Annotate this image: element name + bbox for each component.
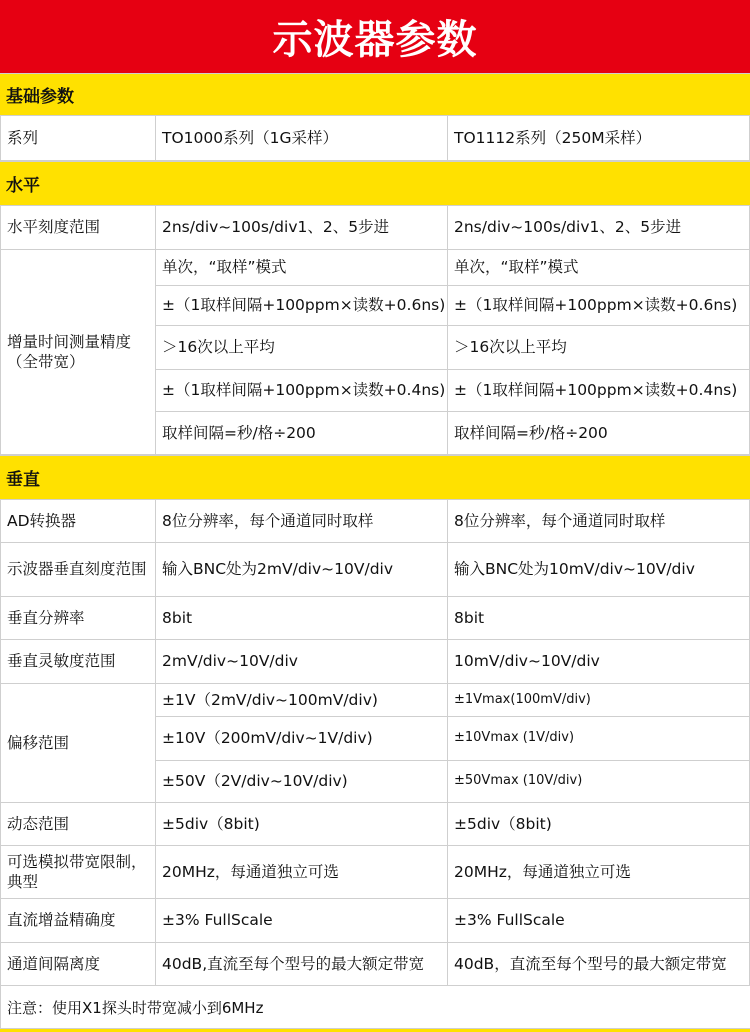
cell-offset-a-2: ±50V（2V/div~10V/div) (156, 761, 448, 803)
cell-h-acc-a-2: ＞16次以上平均 (156, 326, 448, 370)
cell-h-acc-b-1: ±（1取样间隔+100ppm×读数+0.6ns) (448, 286, 750, 326)
row-label-v-scale: 示波器垂直刻度范围 (0, 543, 156, 597)
cell-h-acc-a-1: ±（1取样间隔+100ppm×读数+0.6ns) (156, 286, 448, 326)
cell-v-resolution-a: 8bit (156, 597, 448, 640)
section-horizontal: 水平 (0, 161, 750, 206)
cell-h-acc-a-3: ±（1取样间隔+100ppm×读数+0.4ns) (156, 370, 448, 412)
cell-series-a: TO1000系列（1G采样） (156, 116, 448, 161)
row-label-dc-gain: 直流增益精确度 (0, 899, 156, 943)
cell-bw-limit-a: 20MHz，每通道独立可选 (156, 846, 448, 899)
cell-v-scale-b: 输入BNC处为10mV/div~10V/div (448, 543, 750, 597)
row-label-offset: 偏移范围 (0, 684, 156, 803)
cell-v-sensitivity-b: 10mV/div~10V/div (448, 640, 750, 684)
cell-offset-b-0: ±1Vmax(100mV/div) (448, 684, 750, 717)
cell-dc-gain-b: ±3% FullScale (448, 899, 750, 943)
cell-offset-a-1: ±10V（200mV/div~1V/div) (156, 717, 448, 761)
cell-v-sensitivity-a: 2mV/div~10V/div (156, 640, 448, 684)
cell-h-scale-b: 2ns/div~100s/div1、2、5步进 (448, 206, 750, 250)
cell-isolation-b: 40dB，直流至每个型号的最大额定带宽 (448, 943, 750, 986)
cell-h-acc-b-3: ±（1取样间隔+100ppm×读数+0.4ns) (448, 370, 750, 412)
cell-h-acc-b-2: ＞16次以上平均 (448, 326, 750, 370)
page-title: 示波器参数 (0, 0, 750, 73)
cell-h-scale-a: 2ns/div~100s/div1、2、5步进 (156, 206, 448, 250)
row-label-bw-limit: 可选模拟带宽限制，典型 (0, 846, 156, 899)
cell-series-b: TO1112系列（250M采样） (448, 116, 750, 161)
cell-v-resolution-b: 8bit (448, 597, 750, 640)
cell-v-scale-a: 输入BNC处为2mV/div~10V/div (156, 543, 448, 597)
cell-h-acc-a-4: 取样间隔=秒/格÷200 (156, 412, 448, 455)
cell-ad-b: 8位分辨率，每个通道同时取样 (448, 500, 750, 543)
cell-offset-b-1: ±10Vmax (1V/div) (448, 717, 750, 761)
footnote: 注意：使用X1探头时带宽减小到6MHz (0, 986, 750, 1029)
row-label-ad: AD转换器 (0, 500, 156, 543)
cell-h-acc-a-0: 单次，“取样”模式 (156, 250, 448, 286)
cell-dc-gain-a: ±3% FullScale (156, 899, 448, 943)
row-label-v-resolution: 垂直分辨率 (0, 597, 156, 640)
cell-dynamic-b: ±5div（8bit) (448, 803, 750, 846)
row-label-v-sensitivity: 垂直灵敏度范围 (0, 640, 156, 684)
cell-dynamic-a: ±5div（8bit) (156, 803, 448, 846)
row-label-isolation: 通道间隔离度 (0, 943, 156, 986)
row-label-h-accuracy: 增量时间测量精度（全带宽） (0, 250, 156, 455)
cell-bw-limit-b: 20MHz，每通道独立可选 (448, 846, 750, 899)
section-basic: 基础参数 (0, 73, 750, 116)
row-label-h-scale: 水平刻度范围 (0, 206, 156, 250)
section-vertical: 垂直 (0, 455, 750, 500)
cell-offset-a-0: ±1V（2mV/div~100mV/div) (156, 684, 448, 717)
cell-isolation-a: 40dB,直流至每个型号的最大额定带宽 (156, 943, 448, 986)
cell-offset-b-2: ±50Vmax (10V/div) (448, 761, 750, 803)
cell-h-acc-b-4: 取样间隔=秒/格÷200 (448, 412, 750, 455)
cell-h-acc-b-0: 单次，“取样”模式 (448, 250, 750, 286)
row-label-dynamic: 动态范围 (0, 803, 156, 846)
cell-ad-a: 8位分辨率，每个通道同时取样 (156, 500, 448, 543)
row-label-series: 系列 (0, 116, 156, 161)
